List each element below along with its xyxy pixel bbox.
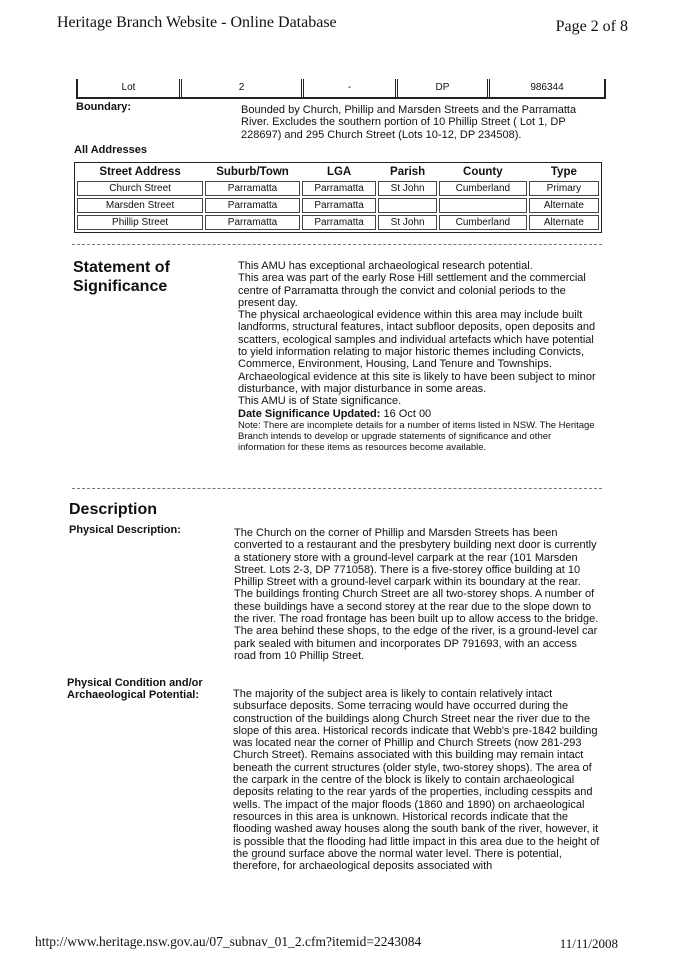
addresses-table	[74, 162, 602, 233]
parish-cell	[378, 198, 437, 213]
column-header: Parish	[390, 166, 426, 178]
suburb-cell: Parramatta	[205, 181, 300, 196]
county-cell: Cumberland	[439, 181, 527, 196]
significance-paragraph: Archaeological evidence at this site is likely to have been subject to minor disturbance, with major disturbance in some areas.	[238, 370, 596, 395]
physical-description-label: Physical Description:	[69, 524, 181, 536]
type-cell: Primary	[529, 181, 599, 196]
document-title: Heritage Branch Website - Online Database	[57, 14, 337, 31]
significance-paragraph: The physical archaeological evidence within this area may include built landforms, structural features, intact subfloor deposits, open deposits and scatters, ecological samples and individual artefacts which have potential to yield information relating to major historic themes including Convicts, Commerce, Environment, Housing, Land Tenure and Townships.	[238, 309, 596, 371]
column-header: Street Address	[99, 166, 181, 178]
street-address-cell: Phillip Street	[77, 215, 203, 230]
parish-cell: St John	[378, 215, 437, 230]
lga-cell: Parramatta	[302, 181, 377, 196]
plan-number: 986344	[530, 82, 564, 93]
street-address-cell: Church Street	[77, 181, 203, 196]
county-cell: Cumberland	[439, 215, 527, 230]
parish-cell: St John	[378, 181, 437, 196]
significance-heading: Statement of Significance	[73, 259, 170, 295]
column-header: Suburb/Town	[216, 166, 289, 178]
all-addresses-label: All Addresses	[74, 144, 147, 156]
section-divider	[72, 244, 602, 245]
column-header: LGA	[326, 166, 352, 178]
date-updated-label: Date Significance Updated:	[238, 407, 381, 420]
suburb-cell: Parramatta	[205, 215, 300, 230]
type-cell: Alternate	[529, 198, 599, 213]
lga-cell: Parramatta	[302, 215, 377, 230]
column-header: Type	[550, 166, 577, 178]
street-address-cell: Marsden Street	[77, 198, 203, 213]
type-cell: Alternate	[529, 215, 599, 230]
lga-cell: Parramatta	[302, 198, 377, 213]
lot-label: Lot	[78, 79, 182, 97]
footer-date: 11/11/2008	[559, 936, 618, 951]
lot-section: -	[304, 79, 398, 97]
significance-paragraph: This AMU has exceptional archaeological research potential.	[238, 260, 533, 272]
significance-paragraph: This area was part of the early Rose Hill settlement and the commercial centre of Parramatta through the convict and colonial periods to the present day.	[238, 272, 586, 309]
table-row	[77, 215, 599, 230]
column-header: County	[463, 166, 503, 178]
county-cell	[439, 198, 527, 213]
boundary-label: Boundary:	[76, 101, 131, 113]
suburb-cell: Parramatta	[205, 198, 300, 213]
lot-details-row	[76, 79, 606, 99]
significance-paragraph: This AMU is of State significance.	[238, 395, 402, 408]
physical-description-text: The Church on the corner of Phillip and Marsden Streets has been converted to a restaurant and the presbytery building next door is currently a stationery store with a ground-level carpark at the rear (101 Marsden Street. Lots 2-3, DP 771058). There is a five-storey office building at 10 Phillip Street with a ground-level carpark within its boundary at the rear. The buildings fronting Church Street are all two-storey shops. A number of these buildings have a second storey at the rear due to the slope down to the river. The road frontage has been built up to allow access to the bridge. The area behind these shops, to the edge of the river, is a ground-level car park sealed with bitumen and incorporates DP 791693, with an access road from 10 Phillip Street.	[234, 527, 599, 662]
table-row	[77, 198, 599, 213]
addresses-header-row	[77, 165, 599, 179]
physical-condition-text: The majority of the subject area is likely to contain relatively intact subsurface deposits. Some terracing would have occurred during the construction of the buildings along Church Street near the river due to the slope of this area. Historical records indicate that Webb's pre-1842 building was located near the corner of Phillip and Church Streets (now 281-293 Church Street). Remains associated with this building may remain intact beneath the current structures (older style, two-storey shops). The area of the carpark in the centre of the block is likely to contain archaeological deposits relating to the rear yards of the properties, including cesspits and wells. The impact of the major floods (1860 and 1890) on archaeological resources in this area is unknown. Historical records indicate that the flooding washed away houses along the south bank of the river, however, it is possible that the flooding had little impact in this area due to the height of the ground surface above the normal water level. There is potential, therefore, for archaeological deposits associated with	[233, 688, 600, 873]
lot-number: 2	[182, 79, 304, 97]
date-updated-value: 16 Oct 00	[383, 407, 432, 420]
plan-type: DP	[398, 79, 490, 97]
significance-body	[238, 260, 600, 453]
table-row	[77, 181, 599, 196]
footer-url: http://www.heritage.nsw.gov.au/07_subnav_01_2.cfm?itemid=2243084	[35, 934, 422, 949]
significance-note: Note: There are incomplete details for a number of items listed in NSW. The Heritage Branch intends to develop or upgrade statements of significance and other information for these items as resources become available.	[238, 419, 595, 453]
section-divider	[72, 488, 602, 489]
description-heading: Description	[69, 501, 158, 518]
page-number: Page 2 of 8	[555, 18, 628, 35]
date-significance-updated	[238, 408, 600, 420]
physical-condition-label: Physical Condition and/or Archaeological Potential:	[67, 677, 203, 701]
boundary-text: Bounded by Church, Phillip and Marsden Streets and the Parramatta River. Excludes the southern portion of 10 Phillip Street ( Lot 1, DP 228697) and 295 Church Street (Lots 10-12, DP 234508).	[241, 104, 577, 141]
